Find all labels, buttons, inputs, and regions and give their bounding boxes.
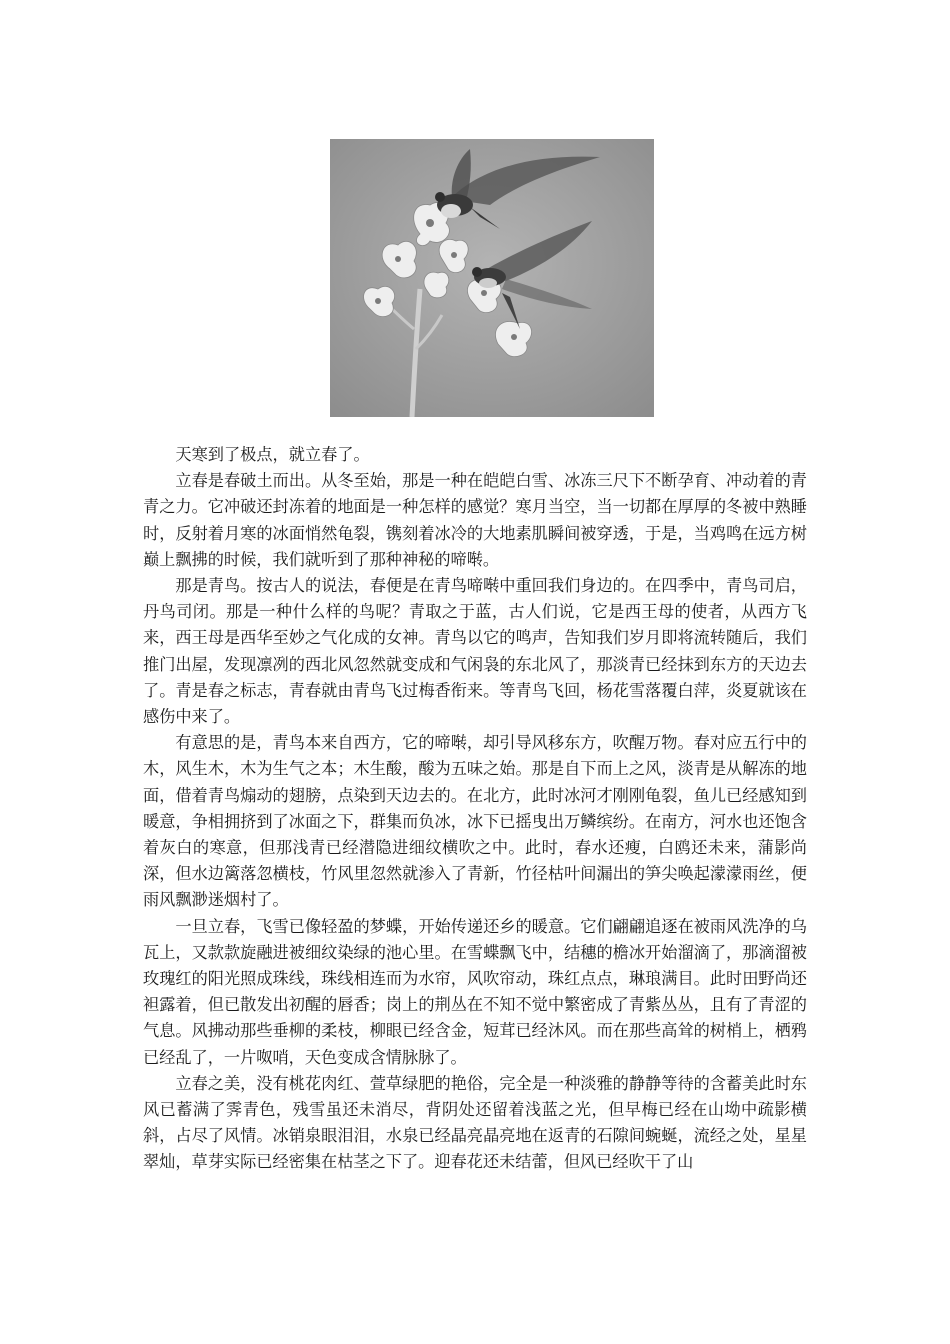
paragraph: 那是青鸟。按古人的说法，春便是在青鸟啼啭中重回我们身边的。在四季中，青鸟司启，丹鸟司闭。那是一种什么样的鸟呢？青取之于蓝，古人们说，它是西王母的使者，从西方飞来，西王母是西华至妙之气化成的女神。青鸟以它的鸣声，告知我们岁月即将流转随后，我们推门出屋，发现凛冽的西北风忽然就变成和气闲袅的东北风了，那淡青已经抹到东方的天边去了。青是春之标志，青春就由青鸟飞过梅香衔来。等青鸟飞回，杨花雪落覆白萍，炎夏就该在感伤中来了。 bbox=[143, 576, 807, 727]
paragraph: 有意思的是，青鸟本来自西方，它的啼啭，却引导风移东方，吹醒万物。春对应五行中的木，风生木，木为生气之本；木生酸，酸为五味之始。那是自下而上之风，淡青是从解冻的地面，借着青鸟煽动的翅膀，点染到天边去的。在北方，此时冰河才刚刚龟裂，鱼儿已经感知到暖意，争相拥挤到了冰面之下，群集而负冰，冰下已摇曳出万鳞缤纷。在南方，河水也还饱含着灰白的寒意，但那浅青已经潜隐进细纹横吹之中。此时，春水还瘦，白鸥还未来，蒲影尚深，但水边篱落忽横枝，竹风里忽然就渗入了青新，竹径枯叶间漏出的笋尖唤起濛濛雨丝，便雨风飘渺迷烟村了。 bbox=[143, 733, 807, 910]
illustration-photo bbox=[330, 139, 654, 417]
paragraph: 立春之美，没有桃花肉红、萱草绿肥的艳俗，完全是一种淡雅的静静等待的含蓄美此时东风已蓄满了霁青色，残雪虽还未消尽，背阴处还留着浅蓝之光，但早梅已经在山坳中疏影横斜，占尽了风情。冰销泉眼泪泪，水泉已经晶亮晶亮地在返青的石隙间蜿蜒，流经之处，星星翠灿，草芽实际已经密集在枯茎之下了。迎春花还未结蕾，但风已经吹干了山 bbox=[143, 1073, 807, 1172]
article-body bbox=[143, 442, 807, 1176]
paragraph: 立春是春破土而出。从冬至始，那是一种在皑皑白雪、冰冻三尺下不断孕育、冲动着的青青之力。它冲破还封冻着的地面是一种怎样的感觉？寒月当空，当一切都在厚厚的冬被中熟睡时，反射着月寒的冰面悄然龟裂，镌刻着冰冷的大地素肌瞬间被穿透，于是，当鸡鸣在远方树巅上飘拂的时候，我们就听到了那种神秘的啼啭。 bbox=[143, 471, 807, 569]
swallows-flowers-image bbox=[330, 139, 654, 417]
paragraph: 一旦立春，飞雪已像轻盈的梦蝶，开始传递还乡的暖意。它们翩翩追逐在被雨风洗净的乌瓦上，又款款旋融进被细纹染绿的池心里。在雪蝶飘飞中，结穗的檐冰开始溜滴了，那滴溜被玫瑰红的阳光照成珠线，珠线相连而为水帘，风吹帘动，珠红点点，琳琅满目。此时田野尚还袒露着，但已散发出初醒的唇香；岗上的荆丛在不知不觉中繁密成了青紫丛丛，且有了青涩的气息。风拂动那些垂柳的柔枝，柳眼已经含金，短茸已经沐风。而在那些高耸的树梢上，栖鸦已经乱了，一片呶哨，天色变成含情脉脉了。 bbox=[143, 916, 807, 1067]
paragraph: 天寒到了极点，就立春了。 bbox=[175, 445, 370, 464]
